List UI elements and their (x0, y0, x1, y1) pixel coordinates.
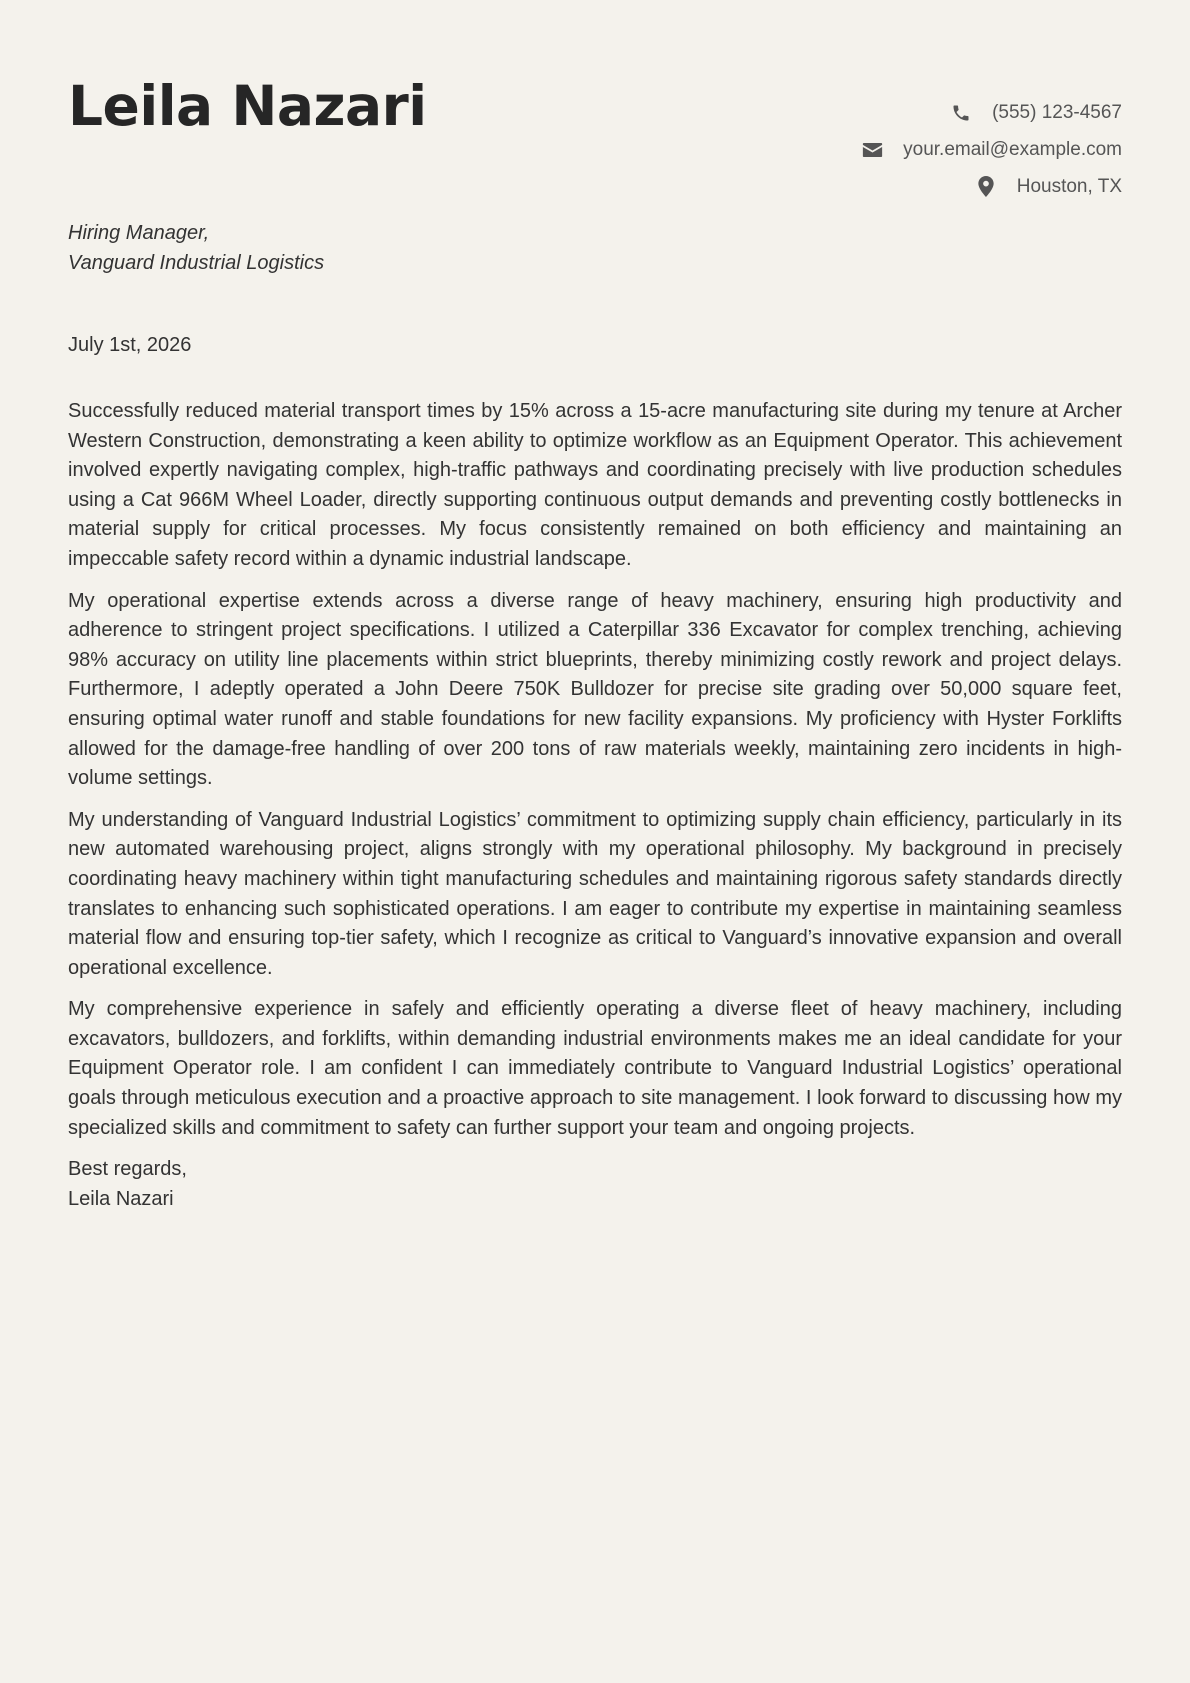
body-paragraph: My understanding of Vanguard Industrial Logistics’ commitment to optimizing supply chain efficiency, particularly in its new automated warehousing project, aligns strongly with my operational philosophy. My background in precisely coordinating heavy machinery within tight manufacturing schedules and maintaining rigorous safety standards directly translates to enhancing such sophisticated operations. I am eager to contribute my expertise in maintaining seamless material flow and ensuring top-tier safety, which I recognize as critical to Vanguard’s innovative expansion and overall operational excellence. (68, 808, 1122, 979)
phone-text: (555) 123-4567 (992, 101, 1122, 123)
contact-block (861, 94, 1122, 205)
contact-location (861, 168, 1122, 205)
contact-phone (861, 94, 1122, 131)
body-paragraph: My operational expertise extends across a diverse range of heavy machinery, ensuring high productivity and adherence to stringent project specifications. I utilized a Caterpillar 336 Excavator for complex trenching, achieving 98% accuracy on utility line placements within strict blueprints, thereby minimizing costly rework and project delays. Furthermore, I adeptly operated a John Deere 750K Bulldozer for precise site grading over 50,000 square feet, ensuring optimal water runoff and stable foundations for new facility expansions. My proficiency with Hyster Forklifts allowed for the damage-free handling of over 200 tons of raw materials weekly, maintaining zero incidents in high-volume settings. (68, 589, 1122, 790)
letter-header (68, 0, 1122, 200)
letter-body (68, 397, 1122, 1214)
recipient-title: Hiring Manager, (68, 222, 210, 244)
recipient-company: Vanguard Industrial Logistics (68, 252, 325, 274)
body-paragraph: Successfully reduced material transport times by 15% across a 15-acre manufacturing site during my tenure at Archer Western Construction, demonstrating a keen ability to optimize workflow as an Equipment Operator. This achievement involved expertly navigating complex, high-traffic pathways and coordinating precisely with live production schedules using a Cat 966M Wheel Loader, directly supporting continuous output demands and preventing costly bottlenecks in material supply for critical processes. My focus consistently remained on both efficiency and maintaining an impeccable safety record within a dynamic industrial landscape. (68, 400, 1122, 570)
contact-email (861, 131, 1122, 168)
letter-date: July 1st, 2026 (68, 334, 192, 356)
cover-letter-page (68, 0, 1122, 1210)
applicant-name: Leila Nazari (68, 74, 427, 138)
closing-signature: Leila Nazari (68, 1187, 174, 1210)
email-text: your.email@example.com (903, 138, 1122, 160)
map-marker-icon (975, 176, 997, 198)
closing-salutation: Best regards, (68, 1158, 187, 1181)
location-text: Houston, TX (1016, 175, 1122, 197)
phone-icon (950, 102, 972, 124)
body-paragraph: My comprehensive experience in safely and efficiently operating a diverse fleet of heavy machinery, including excavators, bulldozers, and forklifts, within demanding industrial environments makes me an ideal candidate for your Equipment Operator role. I am confident I can immediately contribute to Vanguard Industrial Logistics’ operational goals through meticulous execution and a proactive approach to site management. I look forward to discussing how my specialized skills and commitment to safety can further support your team and ongoing projects. (68, 998, 1122, 1139)
recipient-block (68, 218, 324, 278)
envelope-icon (861, 139, 883, 161)
closing-block (68, 1155, 1122, 1214)
